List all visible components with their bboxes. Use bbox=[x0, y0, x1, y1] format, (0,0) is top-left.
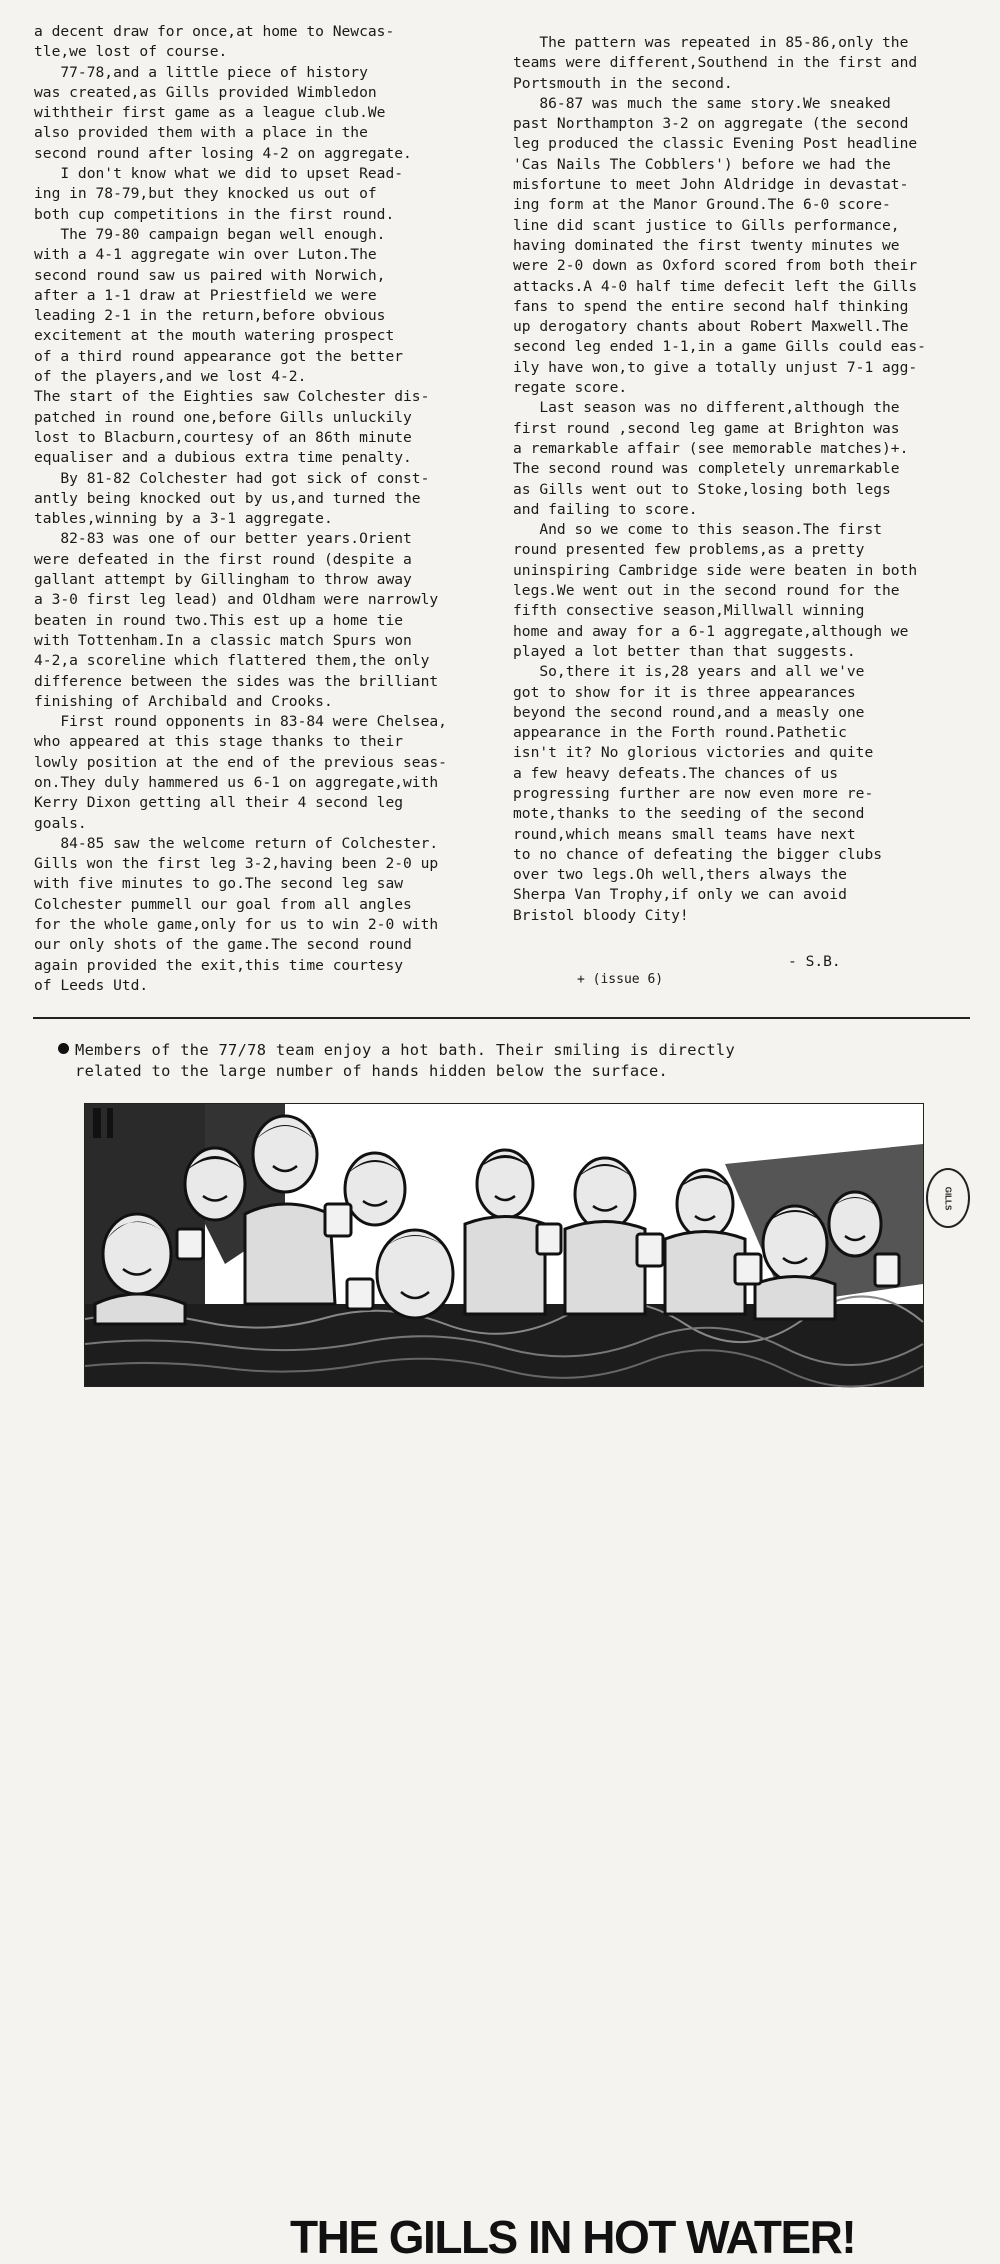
article-left-column bbox=[34, 22, 504, 996]
article-line: uninspiring Cambridge side were beaten in both bbox=[513, 561, 918, 579]
article-line: 86-87 was much the same story.We sneaked bbox=[513, 94, 891, 112]
article-line: round presented few problems,as a pretty bbox=[513, 541, 865, 559]
article-line: of a third round appearance got the better bbox=[34, 347, 404, 365]
article-line: leg produced the classic Evening Post headline bbox=[513, 135, 918, 153]
article-line: on.They duly hammered us 6-1 on aggregate,with bbox=[34, 773, 439, 791]
article-line: I don't know what we did to upset Read- bbox=[34, 165, 404, 183]
article-line: over two legs.Oh well,thers always the bbox=[513, 866, 847, 884]
article-line: teams were different,Southend in the first and bbox=[513, 54, 918, 72]
article-line: The pattern was repeated in 85-86,only the bbox=[513, 34, 909, 51]
article-line: our only shots of the game.The second round bbox=[34, 936, 412, 954]
article-line: up derogatory chants about Robert Maxwell.The bbox=[513, 318, 909, 336]
article-line: 77-78,and a little piece of history bbox=[34, 63, 368, 81]
article-line: The second round was completely unremarkable bbox=[513, 460, 900, 478]
article-line: after a 1-1 draw at Priestfield we were bbox=[34, 286, 377, 304]
article-line: lost to Blacburn,courtesy of an 86th minute bbox=[34, 428, 412, 446]
article-line: lowly position at the end of the previous seas- bbox=[34, 753, 447, 771]
article-line: gallant attempt by Gillingham to throw away bbox=[34, 571, 412, 589]
article-line: as Gills went out to Stoke,losing both legs bbox=[513, 480, 891, 498]
article-line: line did scant justice to Gills performance, bbox=[513, 216, 900, 234]
article-line: first round ,second leg game at Brighton was bbox=[513, 419, 900, 437]
article-line: of the players,and we lost 4-2. bbox=[34, 368, 307, 386]
article-line: of Leeds Utd. bbox=[34, 976, 149, 994]
article-line: with a 4-1 aggregate win over Luton.The bbox=[34, 246, 377, 264]
photo-caption bbox=[58, 1040, 958, 1082]
article-line: The start of the Eighties saw Colchester dis- bbox=[34, 388, 430, 406]
article-line: 82-83 was one of our better years.Orient bbox=[34, 530, 412, 548]
article-line: home and away for a 6-1 aggregate,although we bbox=[513, 622, 909, 640]
article-line: Kerry Dixon getting all their 4 second leg bbox=[34, 794, 404, 812]
article-line: a few heavy defeats.The chances of us bbox=[513, 764, 839, 782]
article-line: Last season was no different,although the bbox=[513, 399, 900, 417]
article-line: Colchester pummell our goal from all angles bbox=[34, 895, 412, 913]
article-line: And so we come to this season.The first bbox=[513, 521, 883, 539]
article-line: were 2-0 down as Oxford scored from both their bbox=[513, 257, 918, 275]
article-line: was created,as Gills provided Wimbledon bbox=[34, 83, 377, 101]
article-line: excitement at the mouth watering prospect bbox=[34, 327, 395, 345]
article-line: a 3-0 first leg lead) and Oldham were narrowly bbox=[34, 591, 439, 609]
article-line: got to show for it is three appearances bbox=[513, 683, 856, 701]
article-line: again provided the exit,this time courtesy bbox=[34, 956, 404, 974]
article-line: mote,thanks to the seeding of the second bbox=[513, 805, 865, 823]
article-line: who appeared at this stage thanks to their bbox=[34, 733, 404, 751]
article-line: antly being knocked out by us,and turned the bbox=[34, 489, 421, 507]
photo-headline: THE GILLS IN HOT WATER! bbox=[290, 2211, 856, 2263]
article-line: The 79-80 campaign began well enough. bbox=[34, 225, 386, 243]
article-line: second round saw us paired with Norwich, bbox=[34, 266, 386, 284]
article-line: difference between the sides was the brilliant bbox=[34, 672, 439, 690]
article-line: tables,winning by a 3-1 aggregate. bbox=[34, 510, 333, 528]
article-line: for the whole game,only for us to win 2-0 with bbox=[34, 916, 439, 934]
article-line: ing in 78-79,but they knocked us out of bbox=[34, 185, 377, 203]
article-line: patched in round one,before Gills unluckily bbox=[34, 408, 412, 426]
article-line: regate score. bbox=[513, 379, 628, 397]
article-line: attacks.A 4-0 half time defecit left the Gills bbox=[513, 277, 918, 295]
article-line: Sherpa Van Trophy,if only we can avoid bbox=[513, 886, 847, 904]
author-signature: - S.B. bbox=[788, 953, 841, 970]
article-line: equaliser and a dubious extra time penalty. bbox=[34, 449, 412, 467]
article-line: isn't it? No glorious victories and quite bbox=[513, 744, 874, 762]
article-line: tle,we lost of course. bbox=[34, 43, 228, 61]
article-line: round,which means small teams have next bbox=[513, 825, 856, 843]
photo-illustration bbox=[85, 1104, 923, 1386]
article-line: past Northampton 3-2 on aggregate (the second bbox=[513, 115, 909, 133]
article-line: fans to spend the entire second half thinking bbox=[513, 297, 909, 315]
article-right-column bbox=[513, 33, 983, 926]
article-line: second round after losing 4-2 on aggregate. bbox=[34, 144, 412, 162]
article-line: Gills won the first leg 3-2,having been 2-0 up bbox=[34, 855, 439, 873]
article-line: legs.We went out in the second round for the bbox=[513, 582, 900, 600]
article-line: So,there it is,28 years and all we've bbox=[513, 663, 865, 681]
article-line: fifth consective season,Millwall winning bbox=[513, 602, 865, 620]
article-line: appearance in the Forth round.Pathetic bbox=[513, 724, 847, 742]
article-line: 'Cas Nails The Cobblers') before we had the bbox=[513, 155, 891, 173]
publication-stamp-icon: GILLS bbox=[926, 1168, 970, 1228]
article-line: 84-85 saw the welcome return of Colchester. bbox=[34, 834, 439, 852]
article-line: beyond the second round,and a measly one bbox=[513, 703, 865, 721]
team-bath-photo bbox=[84, 1103, 924, 2263]
article-line: By 81-82 Colchester had got sick of const- bbox=[34, 469, 430, 487]
article-line: were defeated in the first round (despite a bbox=[34, 550, 412, 568]
article-line: both cup competitions in the first round. bbox=[34, 205, 395, 223]
article-line: goals. bbox=[34, 814, 87, 832]
article-line: withtheir first game as a league club.We bbox=[34, 104, 386, 122]
article-line: leading 2-1 in the return,before obvious bbox=[34, 307, 386, 325]
article-line: and failing to score. bbox=[513, 500, 698, 518]
section-divider bbox=[33, 1017, 970, 1019]
article-line: misfortune to meet John Aldridge in devastat- bbox=[513, 176, 909, 194]
footnote: + (issue 6) bbox=[577, 972, 664, 987]
article-line: to no chance of defeating the bigger clubs bbox=[513, 845, 883, 863]
article-line: progressing further are now even more re- bbox=[513, 784, 874, 802]
article-line: with five minutes to go.The second leg saw bbox=[34, 875, 404, 893]
article-line: second leg ended 1-1,in a game Gills could eas- bbox=[513, 338, 926, 356]
article-line: beaten in round two.This est up a home tie bbox=[34, 611, 404, 629]
article-line: played a lot better than that suggests. bbox=[513, 642, 856, 660]
caption-line-2: related to the large number of hands hidden below the surface. bbox=[75, 1062, 669, 1080]
article-line: having dominated the first twenty minutes we bbox=[513, 236, 900, 254]
bullet-icon bbox=[58, 1043, 69, 1054]
caption-line-1: Members of the 77/78 team enjoy a hot bath. Their smiling is directly bbox=[75, 1041, 736, 1059]
article-line: ily have won,to give a totally unjust 7-1 agg- bbox=[513, 358, 918, 376]
article-line: Portsmouth in the second. bbox=[513, 74, 733, 92]
article-line: ing form at the Manor Ground.The 6-0 score- bbox=[513, 196, 891, 214]
article-line: finishing of Archibald and Crooks. bbox=[34, 692, 333, 710]
article-line: Bristol bloody City! bbox=[513, 906, 689, 924]
article-line: with Tottenham.In a classic match Spurs won bbox=[34, 631, 412, 649]
article-line: also provided them with a place in the bbox=[34, 124, 368, 142]
article-line: a decent draw for once,at home to Newcas- bbox=[34, 23, 395, 40]
article-line: a remarkable affair (see memorable matches)+. bbox=[513, 439, 909, 457]
article-line: First round opponents in 83-84 were Chelsea, bbox=[34, 713, 447, 731]
article-line: 4-2,a scoreline which flattered them,the only bbox=[34, 652, 430, 670]
